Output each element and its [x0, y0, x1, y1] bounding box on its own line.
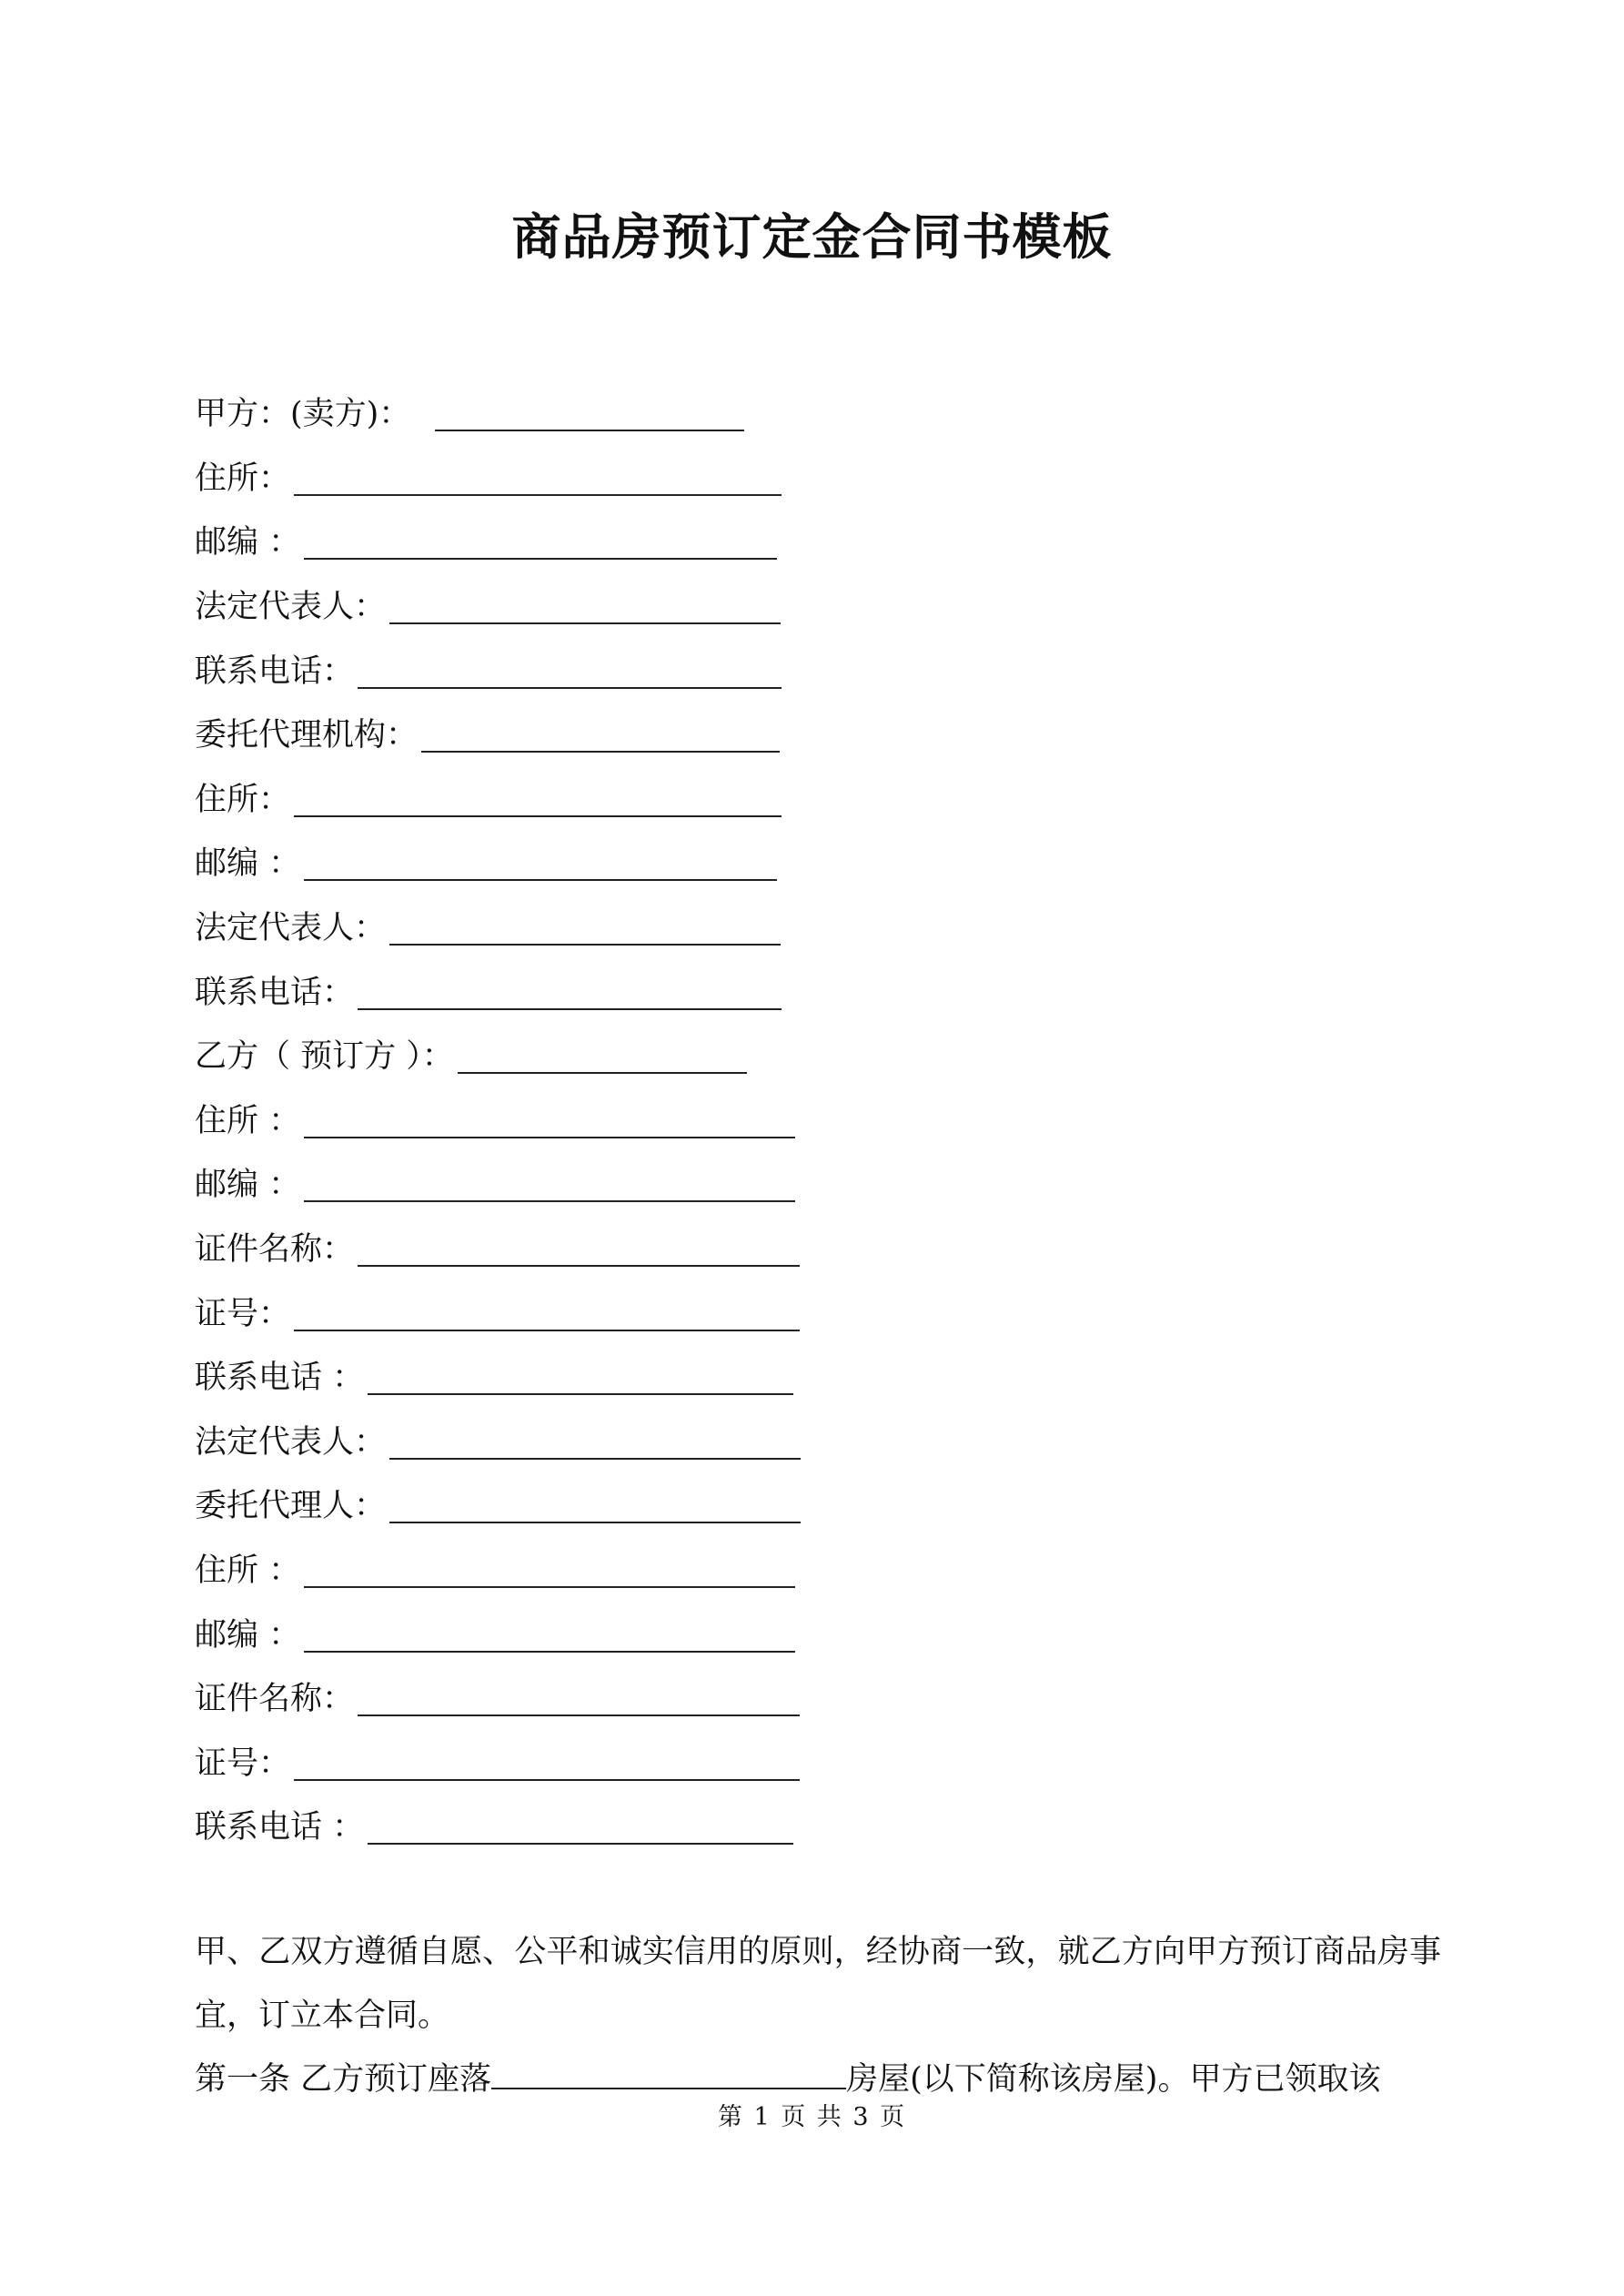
field-row-buyer	[195, 1025, 1468, 1089]
fill-in-blank[interactable]	[358, 654, 782, 689]
field-label: 邮编 ：	[195, 1167, 301, 1204]
field-label: 证件名称：	[195, 1231, 355, 1269]
fill-in-blank[interactable]	[358, 1232, 800, 1267]
field-label: 委托代理人：	[195, 1488, 387, 1525]
field-row-postcode	[195, 511, 1468, 575]
intro-paragraph: 甲、乙双方遵循自愿、公平和诚实信用的原则，经协商一致，就乙方向甲方预订商品房事宜，订立本合同。	[195, 1934, 1441, 2034]
field-label: 邮编 ：	[195, 845, 301, 883]
page-footer: 第 1 页 共 3 页	[717, 2103, 907, 2131]
field-label: 联系电话 ：	[195, 1809, 365, 1846]
field-row-phone	[195, 639, 1468, 703]
article-one-prefix: 第一条 乙方预订座落	[195, 2061, 492, 2098]
field-row-agent	[195, 1474, 1468, 1539]
field-label: 委托代理机构：	[195, 717, 419, 754]
field-label: 法定代表人：	[195, 910, 387, 947]
article-one-suffix: 房屋(以下简称该房屋)。甲方已领取该	[846, 2061, 1381, 2098]
fill-in-blank[interactable]	[368, 1810, 793, 1845]
field-label: 联系电话：	[195, 974, 355, 1011]
field-row-address	[195, 768, 1468, 833]
field-label: 联系电话 ：	[195, 1360, 365, 1397]
field-row-legal-rep	[195, 575, 1468, 640]
field-row-legal-rep	[195, 1411, 1468, 1475]
field-label: 证件名称：	[195, 1681, 355, 1718]
field-label: 住所 ：	[195, 1552, 301, 1589]
contract-body	[195, 1920, 1441, 2111]
field-row-id-type	[195, 1667, 1468, 1732]
field-row-id-number	[195, 1731, 1468, 1795]
fill-in-blank[interactable]	[358, 976, 782, 1010]
fill-in-blank[interactable]	[294, 1746, 800, 1781]
field-label: 法定代表人：	[195, 1423, 387, 1461]
field-row-address	[195, 447, 1468, 511]
fill-in-blank[interactable]	[294, 1297, 800, 1331]
field-row-agency	[195, 703, 1468, 768]
field-row-postcode	[195, 1153, 1468, 1218]
field-label: 乙方（ 预订方 ）：	[195, 1038, 454, 1076]
field-row-id-number	[195, 1281, 1468, 1346]
fill-in-blank[interactable]	[389, 590, 781, 624]
field-label: 联系电话：	[195, 652, 355, 690]
fill-in-blank[interactable]	[304, 525, 777, 560]
fill-in-blank[interactable]	[304, 846, 777, 881]
fill-in-blank[interactable]	[389, 1425, 801, 1460]
field-row-phone	[195, 960, 1468, 1025]
field-label: 证号：	[195, 1295, 291, 1332]
field-label: 邮编 ：	[195, 1616, 301, 1654]
field-row-id-type	[195, 1218, 1468, 1282]
fill-in-blank[interactable]	[304, 1553, 795, 1588]
field-row-address	[195, 1089, 1468, 1154]
field-row-seller	[195, 382, 1468, 447]
fill-in-blank[interactable]	[358, 1682, 800, 1716]
field-row-postcode	[195, 832, 1468, 896]
field-label: 甲方：(卖方)：	[195, 396, 431, 433]
field-label: 法定代表人：	[195, 589, 387, 626]
fill-in-blank[interactable]	[421, 718, 780, 753]
field-row-legal-rep	[195, 896, 1468, 961]
fill-in-blank[interactable]	[304, 1618, 795, 1653]
field-label: 邮编 ：	[195, 524, 301, 561]
fill-in-blank[interactable]	[458, 1039, 747, 1074]
fill-in-blank[interactable]	[294, 461, 782, 496]
field-label: 住所 ：	[195, 1102, 301, 1139]
field-label: 住所：	[195, 781, 291, 818]
fill-in-blank[interactable]	[294, 783, 782, 817]
party-info-fields	[195, 382, 1468, 1860]
fill-in-blank[interactable]	[304, 1104, 795, 1138]
document-title: 商品房预订定金合同书模板	[511, 207, 1113, 266]
fill-in-blank[interactable]	[435, 397, 744, 431]
fill-in-blank[interactable]	[389, 1489, 801, 1523]
field-row-postcode	[195, 1603, 1468, 1667]
field-row-phone	[195, 1346, 1468, 1411]
fill-in-blank[interactable]	[368, 1360, 793, 1395]
fill-in-blank[interactable]	[304, 1168, 795, 1202]
field-row-phone	[195, 1795, 1468, 1860]
field-label: 证号：	[195, 1745, 291, 1782]
field-label: 住所：	[195, 460, 291, 497]
field-row-address	[195, 1539, 1468, 1603]
location-blank[interactable]	[491, 2055, 846, 2089]
fill-in-blank[interactable]	[389, 911, 781, 946]
